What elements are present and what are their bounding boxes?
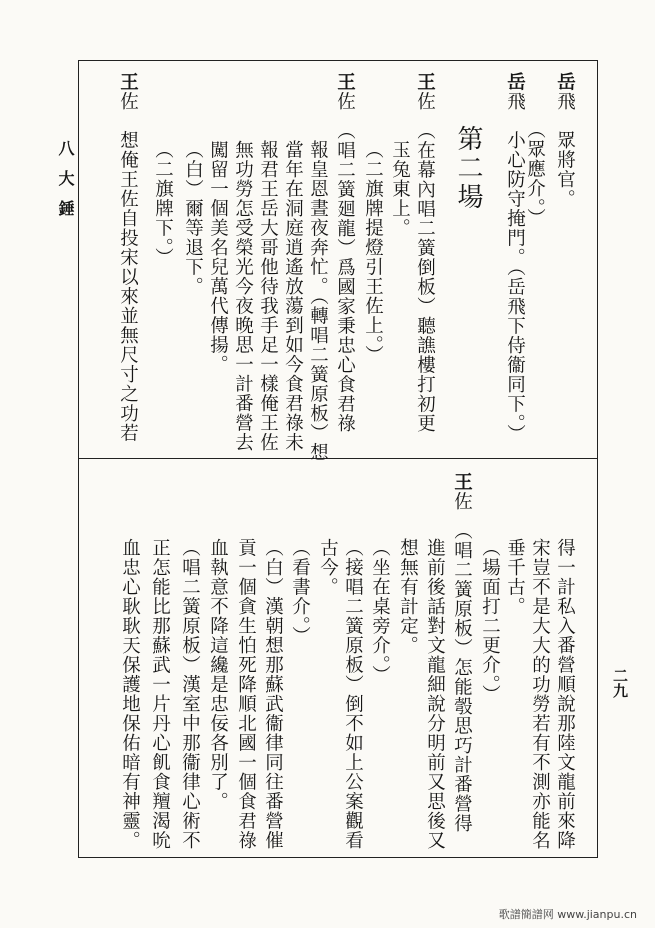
col-d5: 王佐 （唱二簧原板）怎能彀思巧計番營得 [451, 472, 473, 834]
col-d12: （白）漢朝想那蘇武衞律同往番營催 [262, 538, 284, 850]
col-d17: 血忠心耿耿天保護地保佑暗有神靈。 [119, 538, 141, 850]
col-c14: （白）爾等退下。 [182, 140, 204, 296]
scene-title: 第二場 [453, 125, 483, 212]
col-c13: 闖留一個美名兒萬代傳揚。 [207, 140, 229, 374]
col-d3: 垂千古。 [504, 538, 526, 616]
book-title: 八大錘 [56, 140, 75, 230]
col-d14: 血執意不降這纔是忠佞各別了。 [207, 538, 229, 811]
col-c9: 報皇恩晝夜奔忙。（轉唱二簧原板）想 [307, 140, 329, 463]
col-d10: 古今。 [317, 538, 339, 597]
col-c2: （眾應介。） [524, 120, 546, 228]
col-d8: （坐在桌旁介。） [369, 538, 391, 685]
col-c5: 王佐 （在幕內唱二簧倒板）聽譙樓打初更 [414, 72, 436, 434]
col-c3: 岳飛 小心防守掩門。（岳飛下侍衞同下。） [504, 72, 526, 444]
page-number: 二九 [611, 668, 629, 698]
col-c12: 無功勞怎受榮光今夜晚思一計番營去 [232, 140, 254, 452]
col-d9: （接唱二簧原板）倒不如上公案觀看 [342, 538, 364, 850]
col-c16: 王佐 想俺王佐自投宋以來並無尺寸之功若 [117, 72, 139, 443]
col-d15: （唱二簧原板）漢室中那衞律心術不 [179, 538, 201, 850]
col-c6: 玉兔東上。 [389, 140, 411, 238]
col-d13: 貢一個貪生怕死降順北國一個食君祿 [235, 538, 257, 850]
col-d11: （看書介。） [289, 538, 311, 646]
col-d6: 進前後話對文龍細說分明前又思後又 [424, 538, 446, 850]
watermark: 歌譜簡譜网 www.jianpu.cn [498, 908, 637, 921]
section-divider [78, 458, 598, 459]
col-c7: （二旗牌提燈引王佐上。） [362, 140, 384, 365]
col-c10: 當年在洞庭逍遙放蕩到如今食君祿未 [282, 140, 304, 452]
col-d4: （場面打二更介。） [479, 538, 501, 705]
col-c8: 王佐 （唱二簧廻龍）爲國家秉忠心食君祿 [334, 72, 356, 434]
col-d7: 想無有計定。 [397, 538, 419, 655]
col-d16: 正怎能比那蘇武一片丹心飢食羶渴吮 [149, 538, 171, 850]
col-c15: （二旗牌下。） [152, 140, 174, 268]
col-d1: 得一計私入番營順說那陸文龍前來降 [554, 538, 576, 850]
col-c1: 岳飛 眾將官。 [554, 72, 576, 209]
col-c11: 報君王岳大哥他待我手足一樣俺王佐 [257, 140, 279, 452]
col-d2: 宋豈不是大大的功勞若有不測亦能名 [529, 538, 551, 850]
